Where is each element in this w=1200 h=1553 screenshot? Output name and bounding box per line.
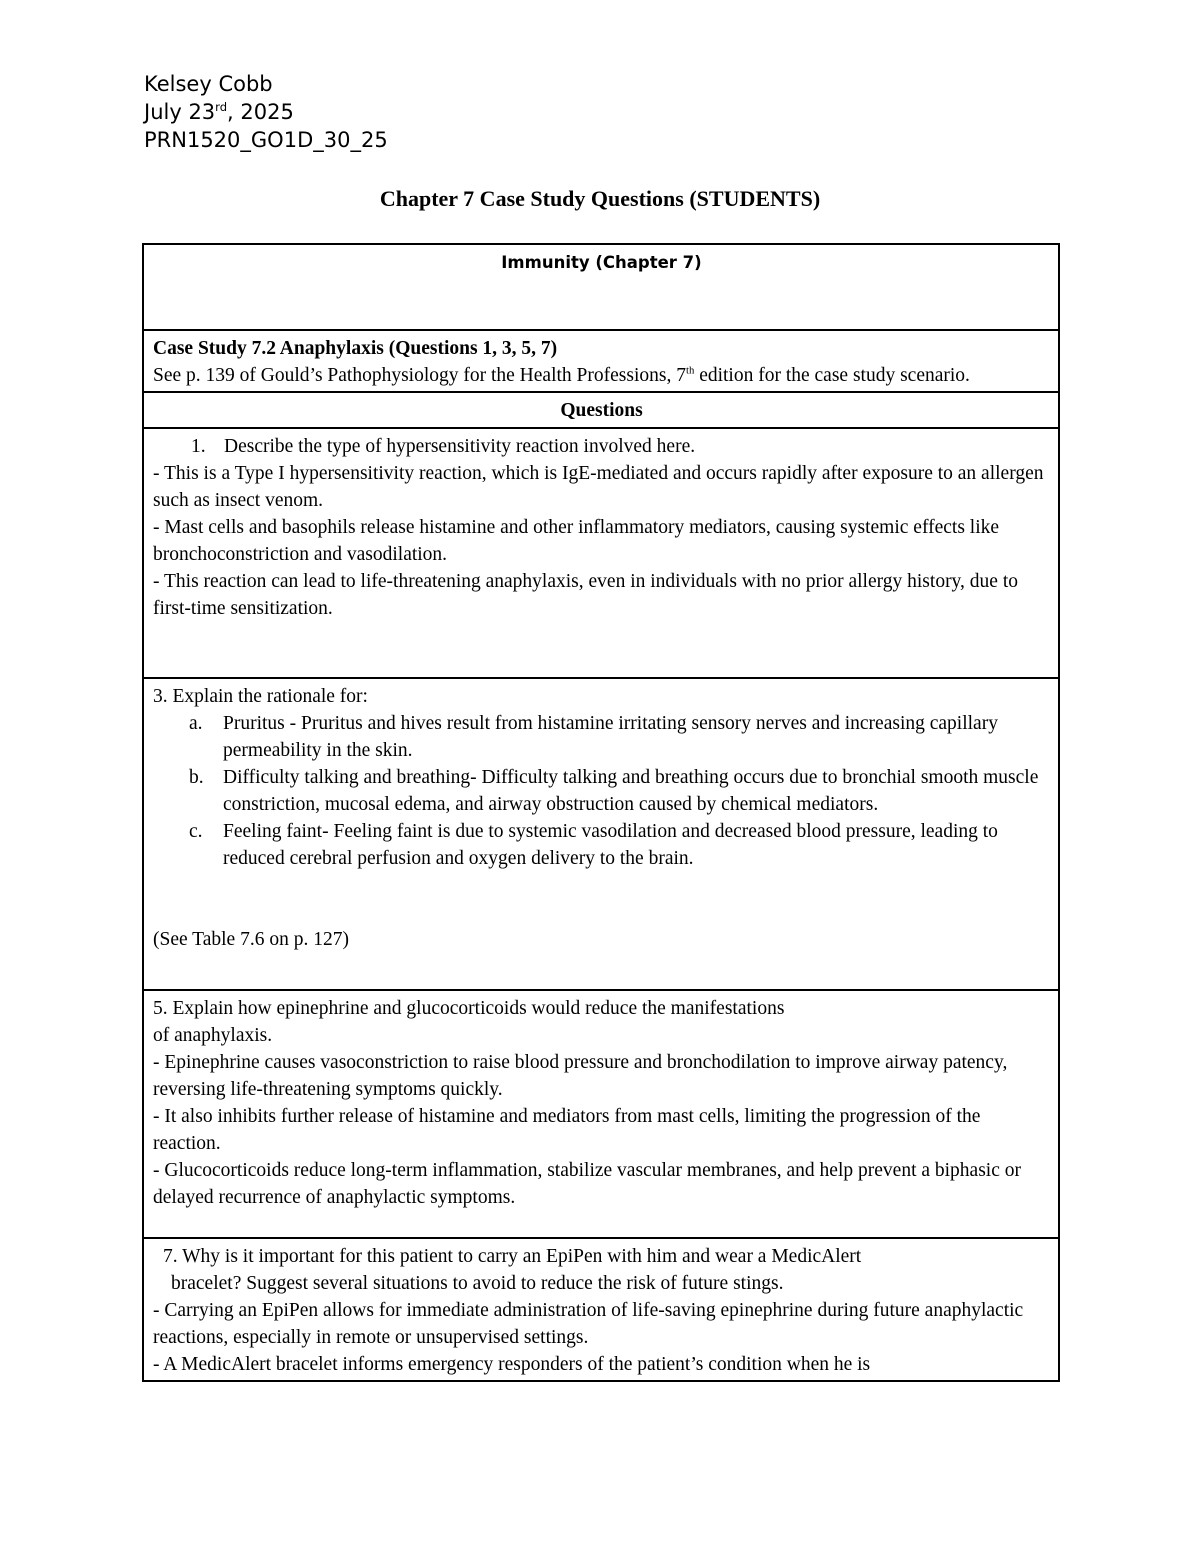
question-7-prompt-cont: bracelet? Suggest several situations to avoid to reduce the risk of future stings. [171,1273,784,1294]
list-item: a. Pruritus - Pruritus and hives result from histamine irritating sensory nerves and increasing capillary permeability in the skin. [189,713,998,761]
answer-line: - It also inhibits further release of histamine and mediators from mast cells, limiting the progression of the reaction. [153,1106,981,1154]
answer-line: - Mast cells and basophils release histamine and other inflammatory mediators, causing systemic effects like bronchoconstriction and vasodilation. [153,517,1000,565]
answer-line: - This is a Type I hypersensitivity reaction, which is IgE-mediated and occurs rapidly after exposure to an allergen such as insect venom. [153,463,1044,511]
question-1-cell [143,428,1059,678]
question-1-prompt: 1. Describe the type of hypersensitivity reaction involved here. [191,436,696,457]
answer-line: - Carrying an EpiPen allows for immediate administration of life-saving epinephrine during future anaphylactic reactions, especially in remote or unsupervised settings. [153,1300,1024,1348]
case-study-cell [143,330,1059,392]
case-study-table [142,243,1060,1382]
answer-line: - Glucocorticoids reduce long-term inflammation, stabilize vascular membranes, and help prevent a biphasic or delayed recurrence of anaphylactic symptoms. [153,1160,1021,1208]
page-title: Chapter 7 Case Study Questions (STUDENTS) [379,186,821,211]
list-item: c. Feeling faint- Feeling faint is due to systemic vasodilation and decreased blood pressure, leading to reduced cerebral perfusion and oxygen delivery to the brain. [189,821,998,869]
table-heading: Immunity (Chapter 7) [143,244,1059,330]
question-3-prompt: 3. Explain the rationale for: [153,686,368,707]
table-reference-note: (See Table 7.6 on p. 127) [153,929,349,950]
case-study-title: Case Study 7.2 Anaphylaxis (Questions 1, 3, 5, 7) [153,338,558,359]
document-header [144,70,388,154]
question-5-cell [143,990,1059,1238]
answer-line: - This reaction can lead to life-threatening anaphylaxis, even in individuals with no prior allergy history, due to first-time sensitization. [153,571,1018,619]
course-code: PRN1520_GO1D_30_25 [144,128,388,152]
question-7-cell [143,1238,1059,1381]
question-5-prompt: 5. Explain how epinephrine and glucocorticoids would reduce the manifestations [153,998,785,1019]
question-3-cell [143,678,1059,990]
author-name: Kelsey Cobb [144,72,273,96]
case-study-description: See p. 139 of Gould’s Pathophysiology for the Health Professions, 7th edition for the case study scenario. [153,364,970,386]
date-ordinal: rd [215,100,228,114]
question-7-prompt: 7. Why is it important for this patient to carry an EpiPen with him and wear a MedicAlert [163,1246,862,1267]
document-date: July 23rd, 2025 [144,100,294,124]
answer-line: - A MedicAlert bracelet informs emergency responders of the patient’s condition when he is [153,1354,871,1375]
question-5-prompt-cont: of anaphylaxis. [153,1025,273,1046]
questions-heading: Questions [143,392,1059,428]
answer-line: - Epinephrine causes vasoconstriction to raise blood pressure and bronchodilation to improve airway patency, reversing life-threatening symptoms quickly. [153,1052,1008,1100]
list-item: b. Difficulty talking and breathing- Difficulty talking and breathing occurs due to bronchial smooth muscle constriction, mucosal edema, and airway obstruction caused by chemical mediators. [189,767,1039,815]
